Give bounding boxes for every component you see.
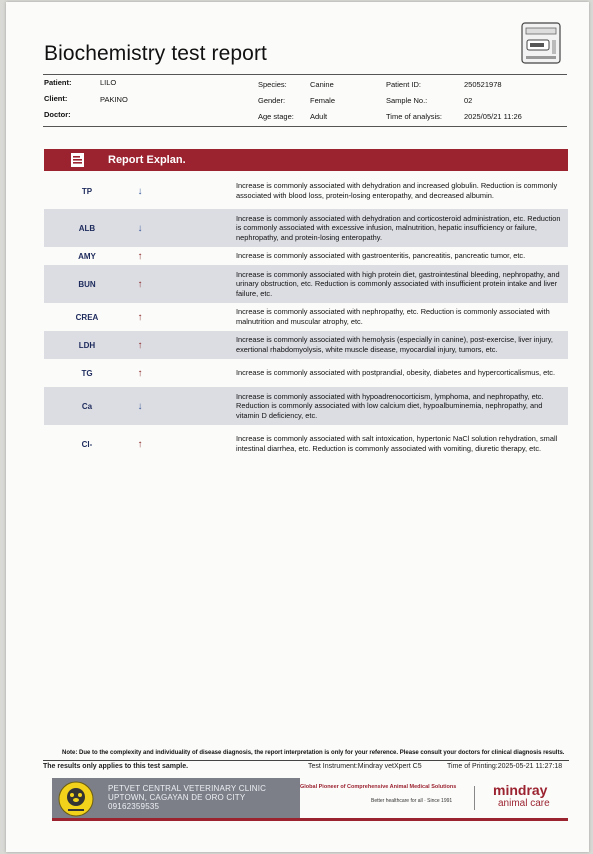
species-value: Canine (310, 80, 334, 89)
analyte-name: ALB (78, 223, 96, 233)
analysis-time-value: 2025/05/21 11:26 (464, 112, 522, 121)
analyte-explanation: Increase is commonly associated with hypoadrenocorticism, lymphoma, and nephropathy, etc. Reduction is commonly associated with low calcium diet, hypoalbuminemia, nephropathy, and vitamin D deficiency, etc. (236, 391, 544, 420)
report-explanation-banner (44, 149, 568, 171)
direction-arrow: ↓ (137, 185, 143, 197)
client-label: Client: (44, 94, 68, 103)
clinic-details (108, 784, 266, 811)
footer-rule (43, 760, 569, 761)
header-bottom-rule (43, 126, 567, 127)
analyte-explanation: Increase is commonly associated with high protein diet, gastrointestinal bleeding, nephropathy, and urinary obstruction, etc. Reduction is commonly associated with insufficient protein intake and liver failure, etc. (236, 269, 560, 298)
analyte-explanation: Increase is commonly associated with nephropathy, etc. Reduction is commonly associated with malnutrition and muscular atrophy, etc. (236, 307, 550, 326)
clinic-name: PETVET CENTRAL VETERINARY CLINIC (108, 784, 267, 793)
analyte-explanation: Increase is commonly associated with dehydration and corticosteroid administration, etc. Reduction is commonly associated with excessive infusion, malnutrition, hepatic insufficiency or failure, nephropathy, and protein-losing enteropathy. (236, 213, 561, 242)
direction-arrow: ↑ (137, 339, 143, 351)
sample-no-value: 02 (464, 96, 473, 105)
clinic-phone: 09162359535 (108, 802, 160, 811)
explanation-row-cl (44, 425, 568, 463)
sample-no-label: Sample No.: (386, 96, 428, 105)
explanation-row-crea (44, 303, 568, 331)
patient-id-value: 250521978 (464, 80, 502, 89)
document-icon (70, 152, 86, 168)
header-top-rule (43, 74, 567, 75)
brand-divider (474, 786, 475, 810)
sample-applies-note: The results only applies to this test sample. (43, 763, 189, 770)
client-value: PAKINO (100, 95, 128, 104)
explanation-row-alb (44, 209, 568, 247)
footer-accent-strip (52, 818, 568, 821)
analyte-name: TP (81, 186, 93, 196)
analyte-name: AMY (78, 251, 96, 261)
doctor-label: Doctor: (44, 110, 71, 119)
brand-subtagline: Better healthcare for all · Since 1991 (371, 798, 453, 804)
clinic-band (52, 778, 300, 820)
gender-value: Female (310, 96, 336, 105)
direction-arrow: ↑ (137, 250, 143, 262)
direction-arrow: ↑ (137, 438, 143, 450)
explanation-row-ca (44, 387, 568, 425)
explanation-row-tg (44, 359, 568, 387)
analyte-name: TG (81, 368, 93, 378)
analyte-name: Ca (81, 401, 93, 411)
section-title: Report Explan. (108, 154, 186, 166)
patient-value: LILO (100, 78, 117, 87)
analyte-name: Cl- (81, 439, 93, 449)
analyte-explanation: Increase is commonly associated with hemolysis (especially in canine), post-exercise, liver injury, exertional rhabdomyolysis, white muscle disease, myocardial injury, tumors, etc. (236, 335, 553, 354)
explanation-row-bun (44, 265, 568, 303)
explanation-row-ldh (44, 331, 568, 359)
direction-arrow: ↓ (137, 222, 143, 234)
analyzer-device-icon (518, 20, 564, 66)
age-stage-value: Adult (310, 112, 328, 121)
clinic-address: UPTOWN, CAGAYAN DE ORO CITY (108, 793, 246, 802)
analysis-time-label: Time of analysis: (386, 112, 442, 121)
analyte-name: CREA (75, 312, 99, 322)
clinic-logo-icon (58, 781, 94, 817)
age-stage-label: Age stage: (258, 112, 294, 121)
time-of-printing: Time of Printing:2025-05-21 11:27:18 (447, 763, 563, 770)
analyte-name: LDH (78, 340, 96, 350)
analyte-name: BUN (78, 279, 96, 289)
analyte-explanation: Increase is commonly associated with dehydration and increased globulin. Reduction is commonly associated with blood loss, protein-losing enteropathy, and decreased albumin. (236, 181, 558, 200)
gender-label: Gender: (258, 96, 286, 105)
explanation-row-amy (44, 247, 568, 265)
direction-arrow: ↑ (137, 367, 143, 379)
direction-arrow: ↓ (137, 400, 143, 412)
patient-id-label: Patient ID: (386, 80, 422, 89)
mindray-logo: mindray (493, 782, 548, 798)
animal-care-logo: animal care (498, 798, 550, 809)
analyte-explanation: Increase is commonly associated with postprandial, obesity, diabetes and hypercorticalismus, etc. (236, 368, 556, 378)
disclaimer-note: Note: Due to the complexity and individuality of disease diagnosis, the report interpretation is only for your reference. Please consult your doctors for clinical diagnosis results. (62, 750, 565, 756)
report-page (6, 2, 589, 852)
brand-tagline: Global Pioneer of Comprehensive Animal Medical Solutions (300, 784, 457, 790)
analyte-explanation: Increase is commonly associated with salt intoxication, hypertonic NaCl solution rehydration, small intestinal diarrhea, etc. Reduction is commonly associated with vomiting, diuretic therapy, etc. (236, 434, 558, 453)
explanation-row-tp (44, 173, 568, 209)
report-title: Biochemistry test report (44, 42, 267, 65)
direction-arrow: ↑ (137, 311, 143, 323)
test-instrument: Test Instrument:Mindray vetXpert C5 (308, 763, 422, 770)
explanation-list (44, 173, 568, 463)
analyte-explanation: Increase is commonly associated with gastroenteritis, pancreatitis, pancreatic tumor, etc. (236, 251, 526, 261)
species-label: Species: (258, 80, 287, 89)
direction-arrow: ↑ (137, 278, 143, 290)
patient-label: Patient: (44, 78, 72, 87)
